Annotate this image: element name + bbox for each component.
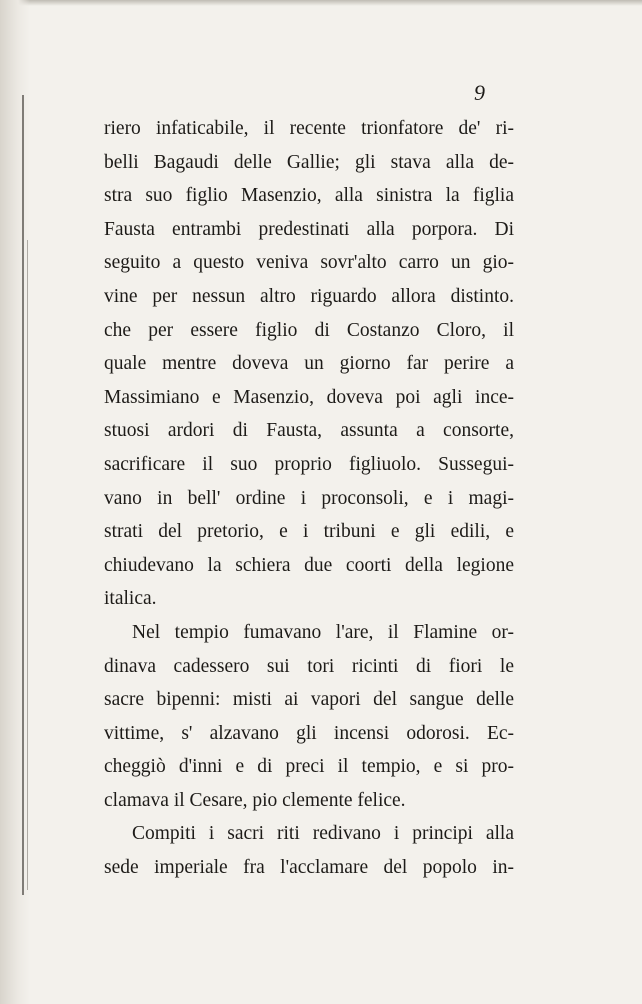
text-line: Fausta entrambi predestinati alla porpora. Di [104, 218, 514, 240]
text-line: chiudevano la schiera due coorti della legione [104, 554, 514, 576]
text-line: cheggiò d'inni e di preci il tempio, e si pro- [104, 756, 514, 778]
text-line: stra suo figlio Masenzio, alla sinistra la figlia [104, 185, 514, 207]
binding-thread-line [22, 95, 24, 895]
text-line: clamava il Cesare, pio clemente felice. [104, 789, 406, 811]
text-line: sacrificare il suo proprio figliuolo. Sussegui- [104, 453, 514, 475]
binding-shadow [0, 0, 30, 1004]
page-top-edge [0, 0, 642, 6]
text-line: che per essere figlio di Costanzo Cloro, il [104, 319, 514, 341]
body-text [104, 112, 514, 885]
page-number: 9 [474, 80, 485, 105]
text-line: strati del pretorio, e i tribuni e gli edili, e [104, 521, 514, 543]
text-line: vine per nessun altro riguardo allora distinto. [104, 285, 514, 307]
text-line: seguito a questo veniva sovr'alto carro un gio- [104, 252, 514, 274]
binding-thread-line-secondary [27, 240, 28, 890]
text-line: italica. [104, 588, 157, 610]
text-line: belli Bagaudi delle Gallie; gli stava alla de- [104, 151, 514, 173]
text-line: sacre bipenni: misti ai vapori del sangue delle [104, 689, 514, 711]
text-line: Nel tempio fumavano l'are, il Flamine or- [132, 621, 514, 643]
text-line: dinava cadessero sui tori ricinti di fiori le [104, 655, 514, 677]
text-line: vittime, s' alzavano gli incensi odorosi. Ec- [104, 722, 514, 744]
text-line: Massimiano e Masenzio, doveva poi agli ince- [104, 386, 514, 408]
text-line: Compiti i sacri riti redivano i principi alla [132, 823, 514, 845]
text-line: stuosi ardori di Fausta, assunta a consorte, [104, 420, 514, 442]
text-line: vano in bell' ordine i proconsoli, e i magi- [104, 487, 514, 509]
text-line: sede imperiale fra l'acclamare del popolo in- [104, 857, 514, 879]
text-line: quale mentre doveva un giorno far perire a [104, 353, 514, 375]
text-line: riero infaticabile, il recente trionfatore de' ri- [104, 118, 514, 139]
